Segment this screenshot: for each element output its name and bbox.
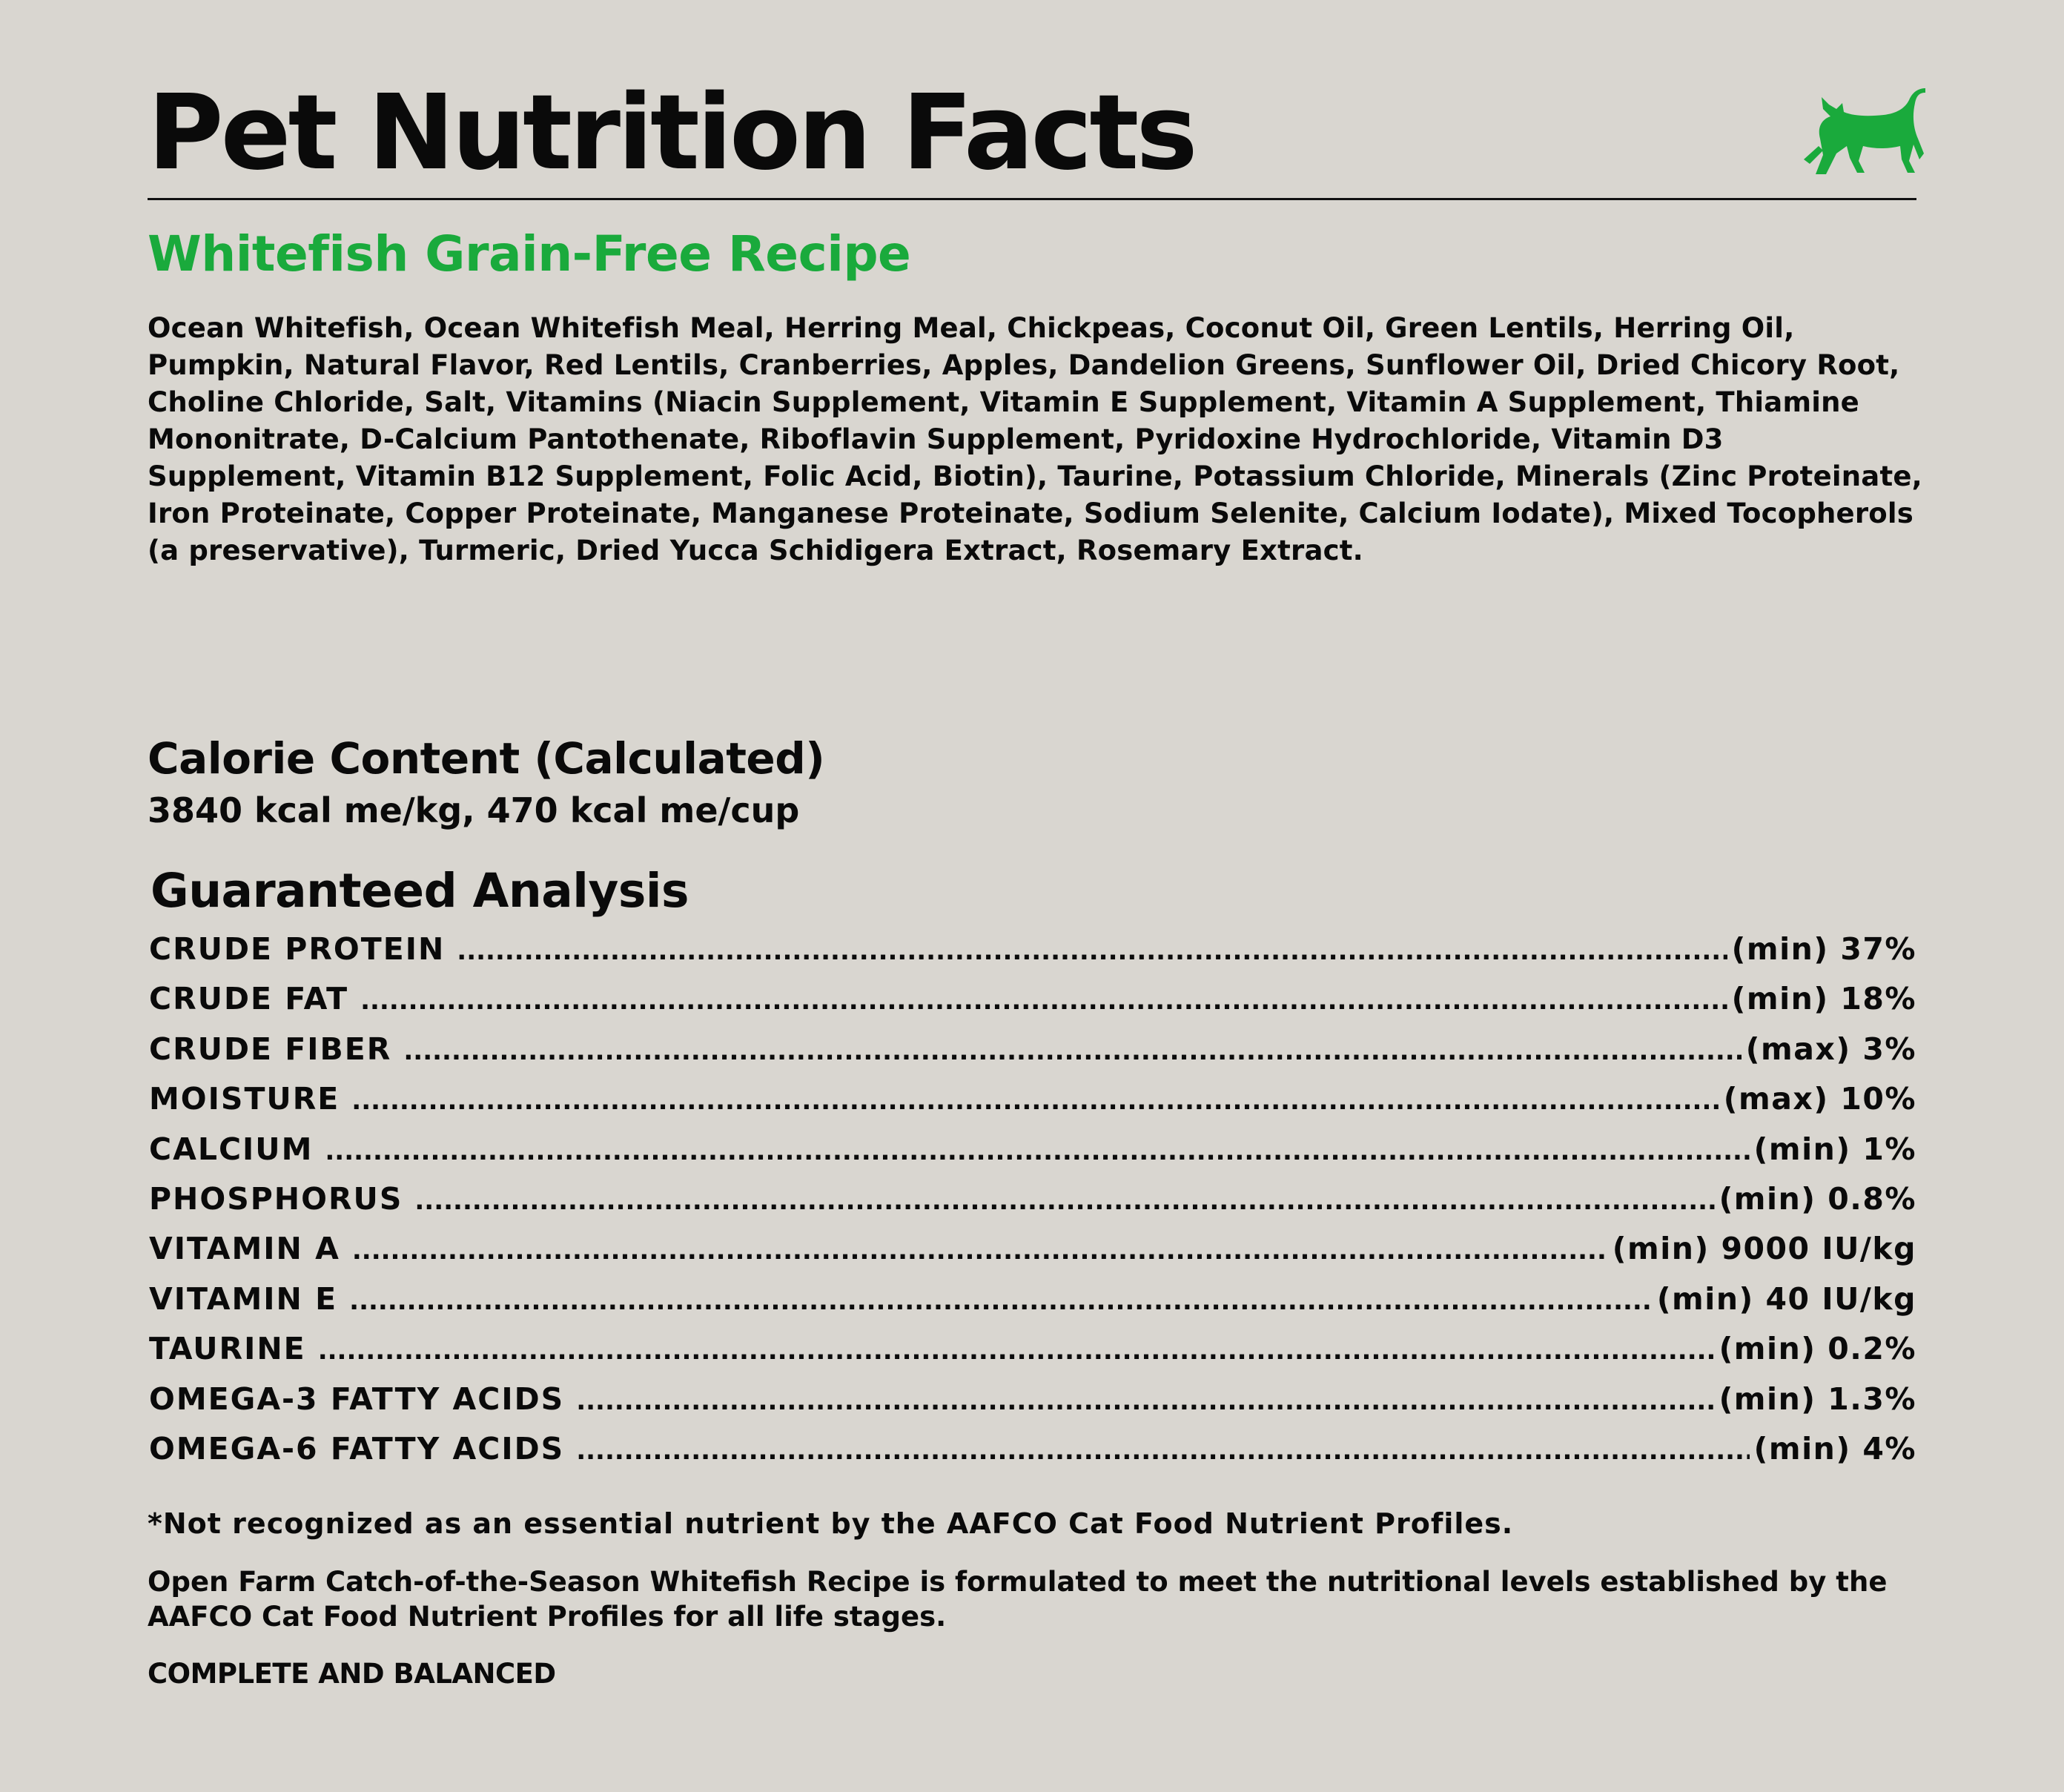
nutrient-label: VITAMIN E bbox=[149, 1280, 338, 1317]
cat-icon bbox=[1801, 87, 1927, 174]
nutrient-label: MOISTURE bbox=[149, 1081, 340, 1117]
nutrient-value: (min) 1.3% bbox=[1719, 1381, 1916, 1417]
nutrient-label: CRUDE FAT bbox=[149, 981, 349, 1017]
header bbox=[148, 70, 1916, 200]
nutrient-label: TAURINE bbox=[149, 1331, 306, 1367]
nutrient-value: (min) 1% bbox=[1753, 1131, 1916, 1167]
analysis-row-vitamin-a bbox=[149, 1231, 1916, 1280]
dot-leader bbox=[414, 1186, 1714, 1216]
analysis-row-vitamin-e bbox=[149, 1281, 1916, 1331]
nutrient-value: (min) 4% bbox=[1753, 1430, 1916, 1467]
recipe-name: Whitefish Grain-Free Recipe bbox=[148, 225, 911, 282]
nutrient-label: CRUDE PROTEIN bbox=[149, 931, 446, 967]
calorie-value: 3840 kcal me/kg, 470 kcal me/cup bbox=[148, 790, 800, 830]
page-title: Pet Nutrition Facts bbox=[148, 73, 1195, 194]
footnote: *Not recognized as an essential nutrient by the AAFCO Cat Food Nutrient Profiles. bbox=[148, 1507, 1514, 1540]
nutrient-label: CALCIUM bbox=[149, 1131, 314, 1167]
dot-leader bbox=[352, 1236, 1608, 1266]
dot-leader bbox=[360, 986, 1727, 1016]
analysis-row-taurine bbox=[149, 1331, 1916, 1381]
analysis-row-crude-protein bbox=[149, 931, 1916, 981]
nutrient-value: (min) 37% bbox=[1731, 931, 1916, 967]
nutrient-value: (min) 18% bbox=[1731, 981, 1916, 1017]
dot-leader bbox=[576, 1436, 1749, 1466]
dot-leader bbox=[325, 1137, 1749, 1166]
nutrition-label bbox=[148, 0, 1922, 1792]
nutrient-value: (max) 3% bbox=[1745, 1031, 1916, 1067]
analysis-row-omega-6 bbox=[149, 1431, 1916, 1481]
analysis-row-omega-3 bbox=[149, 1381, 1916, 1431]
guaranteed-analysis-heading: Guaranteed Analysis bbox=[150, 864, 689, 918]
nutrient-label: PHOSPHORUS bbox=[149, 1180, 403, 1217]
nutrient-label: CRUDE FIBER bbox=[149, 1031, 392, 1067]
analysis-row-phosphorus bbox=[149, 1181, 1916, 1231]
dot-leader bbox=[318, 1336, 1715, 1366]
nutrient-value: (min) 0.8% bbox=[1719, 1180, 1916, 1217]
analysis-row-calcium bbox=[149, 1131, 1916, 1181]
nutrient-value: (min) 40 IU/kg bbox=[1656, 1280, 1916, 1317]
analysis-row-crude-fat bbox=[149, 981, 1916, 1031]
nutrient-value: (min) 0.2% bbox=[1719, 1331, 1916, 1367]
dot-leader bbox=[349, 1286, 1653, 1316]
nutrient-label: VITAMIN A bbox=[149, 1231, 340, 1267]
nutrient-label: OMEGA-3 FATTY ACIDS bbox=[149, 1381, 565, 1417]
calorie-heading: Calorie Content (Calculated) bbox=[148, 733, 825, 784]
ingredients-list: Ocean Whitefish, Ocean Whitefish Meal, Herring Meal, Chickpeas, Coconut Oil, Green Lentils, Herring Oil, Pumpkin, Natural Flavor, Red Lentils, Cranberries, Apples, Dandelion Greens, Sunflower Oil, Dried Chicory Root, Choline Chloride, Salt, Vitamins (Niacin Supplement, Vitamin E Supplement, Vitamin A Supplement, Thiamine Mononitrate, D-Calcium Pantothenate, Riboflavin Supplement, Pyridoxine Hydrochloride, Vitamin D3 Supplement, Vitamin B12 Supplement, Folic Acid, Biotin), Taurine, Potassium Chloride, Minerals (Zinc Proteinate, Iron Proteinate, Copper Proteinate, Manganese Proteinate, Sodium Selenite, Calcium Iodate), Mixed Tocopherols (a preservative), Turmeric, Dried Yucca Schidigera Extract, Rosemary Extract. bbox=[148, 312, 1922, 566]
dot-leader bbox=[576, 1386, 1714, 1416]
nutrient-value: (min) 9000 IU/kg bbox=[1612, 1231, 1916, 1267]
dot-leader bbox=[403, 1036, 1741, 1066]
nutrient-label: OMEGA-6 FATTY ACIDS bbox=[149, 1430, 565, 1467]
complete-and-balanced: COMPLETE AND BALANCED bbox=[148, 1658, 556, 1690]
aafco-statement: Open Farm Catch-of-the-Season Whitefish Recipe is formulated to meet the nutritional levels established by the AAFCO Cat Food Nutrient Profiles for all life stages. bbox=[148, 1566, 1888, 1633]
analysis-table bbox=[149, 931, 1916, 1481]
analysis-row-moisture bbox=[149, 1081, 1916, 1131]
dot-leader bbox=[351, 1086, 1719, 1116]
nutrient-value: (max) 10% bbox=[1723, 1081, 1916, 1117]
analysis-row-crude-fiber bbox=[149, 1031, 1916, 1081]
dot-leader bbox=[457, 936, 1727, 966]
